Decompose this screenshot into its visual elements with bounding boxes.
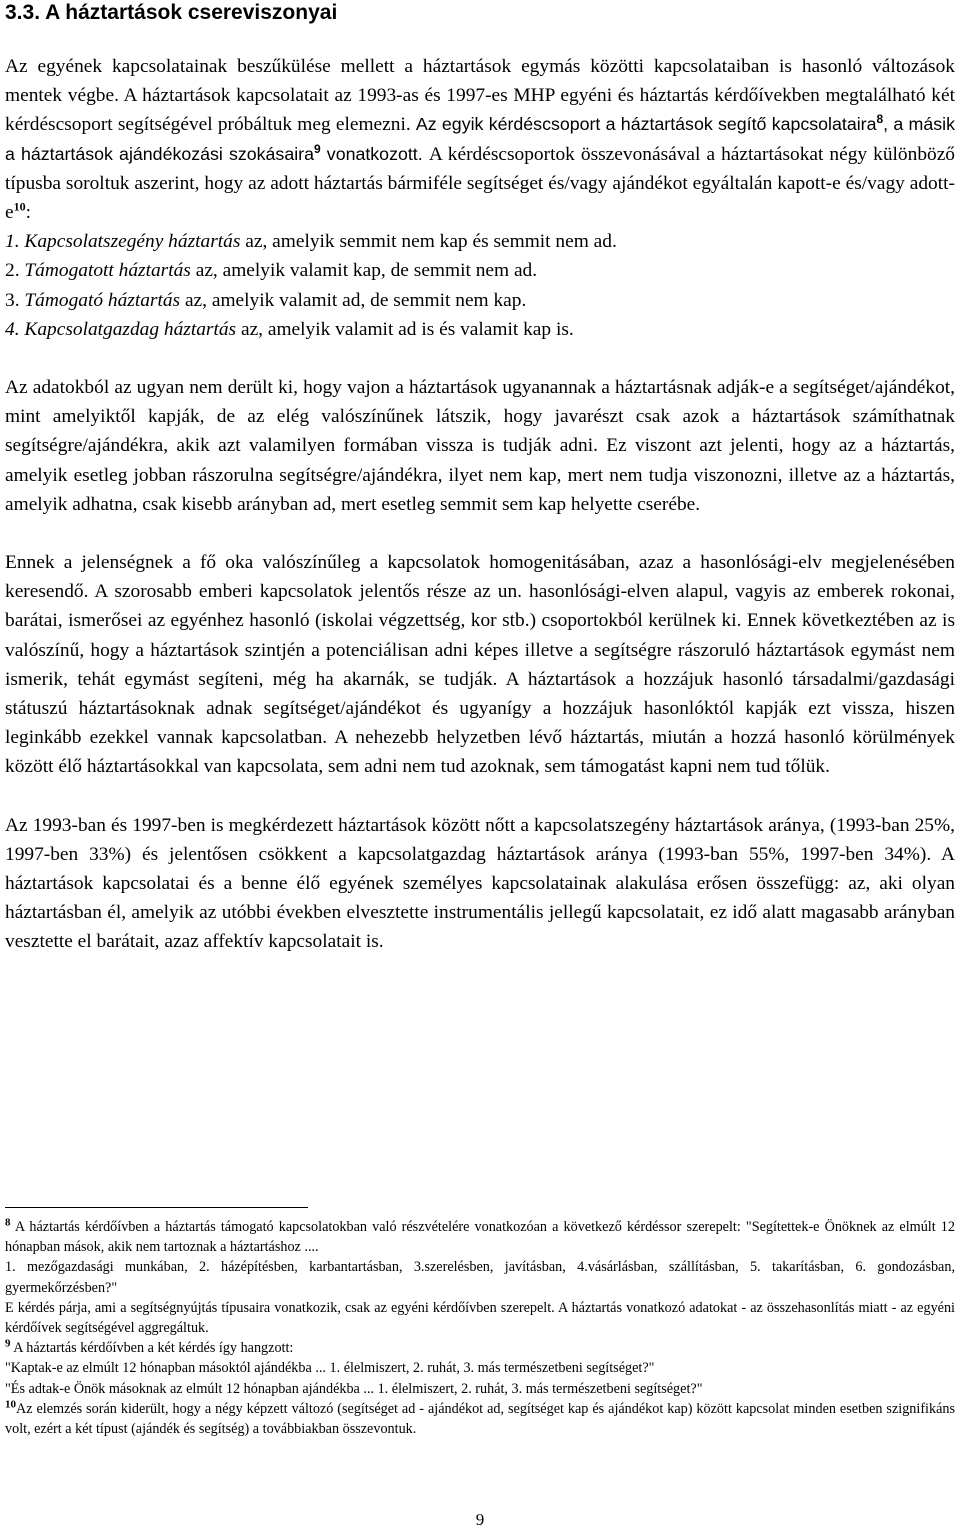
footnote-separator [5, 1207, 308, 1208]
paragraph-1-text-d: vonatkozott. [320, 143, 429, 164]
list-item-term: Kapcsolatgazdag háztartás [24, 318, 237, 340]
footnote-9-mark: 9 [5, 1337, 11, 1350]
paragraph-4: Az 1993-ban és 1997-ben is megkérdezett háztartások között nőtt a kapcsolatszegény háztartások aránya, (1993-ban 25%, 1997-ben 33%) és jelentősen csökkent a kapcsolatgazdag háztartások aránya (1993-ban 55%, 1997-ben 34%). A háztartások kapcsolatai és a benne élő egyének személyes kapcsolatainak alakulása erősen összefügg: az, aki olyan háztartásban él, amelyik az utóbbi években elvesztette instrumentális jellegű kapcsolatait, ez idő alatt magasabb arányban vesztette el barátait, azaz affektív kapcsolatait is. [5, 814, 955, 953]
list-item-term: Kapcsolatszegény háztartás [24, 231, 241, 253]
household-type-list [5, 227, 955, 344]
page-number: 9 [475, 1510, 485, 1529]
paragraph-3: Ennek a jelenségnek a fő oka valószínűleg a kapcsolatok homogenitásában, azaz a hasonlósági-elv megjelenésében keresendő. A szorosabb emberi kapcsolatok jelentős része az un. hasonlósági-elven alapul, vagyis az emberek rokonai, barátai, ismerősei az egyénhez hasonló (iskolai végzettség, kor stb.) csoportokból kerülnek ki. Ennek következtében az is valószínű, hogy a háztartások szintjén a potenciálisan adni képes illetve a segítségre rászoruló háztartások egymást nem ismerik, tehát egymást segíteni, még ha akarnák, se tudják. A háztartások a hozzájuk hasonló társadalmi/gazdasági státuszú háztartásoknak adnak segítséget/ajándékot és ugyanígy a hozzájuk hasonlóktól kapják ezt vissza, hiszen leginkább ezekkel vannak kapcsolatban. A nehezebb helyzetben lévő háztartás, miután a hozzá hasonló körülmények között élő háztartásokkal van kapcsolata, sem adni nem tud azoknak, sem támogatást kapni nem tud tőlük. [5, 552, 955, 778]
footnote-8-line-2: 1. mezőgazdasági munkában, 2. házépítésben, karbantartásban, 3.szerelésben, javításban, 4.vásárlásban, szállításban, 5. takarításban, 6. gondozásban, gyermekőrzésben?" [5, 1259, 955, 1296]
paragraph-1 [5, 52, 955, 227]
list-item-text: az, amelyik valamit ad is és valamit kap is. [236, 318, 574, 340]
footnote-8 [5, 1217, 955, 1257]
footnote-ref-9[interactable]: 9 [313, 141, 321, 156]
paragraph-1-part-f: : [25, 202, 31, 224]
paragraph-1-text-c: , a másik a háztartások ajándékozási szokásaira [5, 114, 955, 164]
footnote-8-line-3: E kérdés párja, ami a segítségnyújtás típusaira vonatkozik, csak az egyéni kérdőívben szerepelt. A háztartás vonatkozó adatokat - az összehasonlítás miatt - az egyéni kérdőívek segítségével aggregáltuk. [5, 1299, 955, 1337]
footnote-ref-8[interactable]: 8 [876, 112, 884, 127]
list-item [5, 315, 955, 344]
footnote-8-mark: 8 [5, 1216, 11, 1229]
list-item-number: 2. [5, 260, 25, 282]
footnote-ref-10[interactable]: 10 [13, 199, 26, 214]
paragraph-2: Az adatokból az ugyan nem derült ki, hogy vajon a háztartások ugyanannak a háztartásnak adják-e a segítséget/ajándékot, mint amelyiktől kapják, de az elég valószínűnek látszik, hogy javarészt csak azok a háztartások számíthatnak segítségre/ajándékra, akik azt valamilyen formában vissza is tudják adni. Ez viszont azt jelenti, hogy az a háztartás, amelyik esetleg jobban rászorulna segítségre/ajándékra, ilyet nem kap, mert nem tudja viszonozni, illetve az a háztartás, amelyik adhatna, csak kisebb arányban ad, mert esetleg semmit sem kap helyette cserébe. [5, 377, 955, 515]
footnote-9 [5, 1338, 955, 1358]
list-item [5, 286, 955, 315]
footnote-10-line-1: Az elemzés során kiderült, hogy a négy képzett változó (segítséget ad - ajándékot ad, segítséget kap és ajándékot kap) között kapcsolat minden esetben szignifikáns volt, ezért a két típust (ajándék és segítség) a továbbiakban összevontuk. [5, 1400, 955, 1438]
list-item-text: az, amelyik valamit kap, de semmit nem ad. [190, 260, 538, 282]
body-text [5, 52, 955, 957]
footnotes [5, 1217, 955, 1439]
footnote-9-line-1: A háztartás kérdőívben a két kérdés így hangzott: [10, 1340, 294, 1357]
list-item [5, 256, 955, 285]
footnote-9-line-2: "Kaptak-e az elmúlt 12 hónapban másoktól ajándékba ... 1. élelmiszert, 2. ruhát, 3. más természetbeni segítséget?" [5, 1360, 655, 1377]
paragraph-1-part-a: Az egyének kapcsolatainak beszűkülése mellett a háztartások egymás közötti kapcsolataiban is hasonló változások mentek végbe. A háztartások kapcsolatait az 1993-as és 1997-es MHP egyéni és háztartás kérdőívekben megtalálható két kérdéscsoport segítségével próbáltuk meg elemezni. [5, 56, 955, 136]
list-item-text: az, amelyik valamit ad, de semmit nem kap. [180, 289, 527, 311]
list-item-term: Támogató háztartás [24, 289, 181, 311]
list-item-term: Támogatott háztartás [24, 260, 191, 282]
list-item-number: 4. [5, 318, 25, 340]
list-item-number: 1. [5, 231, 25, 253]
footnote-8-line-1: A háztartás kérdőívben a háztartás támogató kapcsolatokban való részvételére vonatkozóan a következő kérdéssor szerepelt: "Segítettek-e Önöknek az elmúlt 12 hónapban mások, akik nem tartoznak a háztartáshoz .... [5, 1219, 955, 1256]
footnote-9-line-3: "És adtak-e Önök másoknak az elmúlt 12 hónapban ajándékba ... 1. élelmiszert, 2. ruhát, 3. más természetbeni segítséget?" [5, 1380, 703, 1397]
paragraph-1-part-e: A kérdéscsoportok összevonásával a háztartásokat négy különböző típusba soroltuk aszerint, hogy az adott háztartás bármiféle segítséget és/vagy ajándékot egyáltalán kapott-e és/vagy adott-e [5, 143, 956, 224]
list-item [5, 227, 955, 256]
list-item-number: 3. [5, 289, 25, 311]
footnote-10 [5, 1399, 955, 1439]
footnote-10-mark: 10 [5, 1398, 16, 1411]
paragraph-1-text-b: Az egyik kérdéscsoport a háztartások segítő kapcsolataira [415, 114, 877, 135]
section-heading: 3.3. A háztartások csereviszonyai [5, 1, 338, 24]
list-item-text: az, amelyik semmit nem kap és semmit nem ad. [240, 231, 617, 253]
